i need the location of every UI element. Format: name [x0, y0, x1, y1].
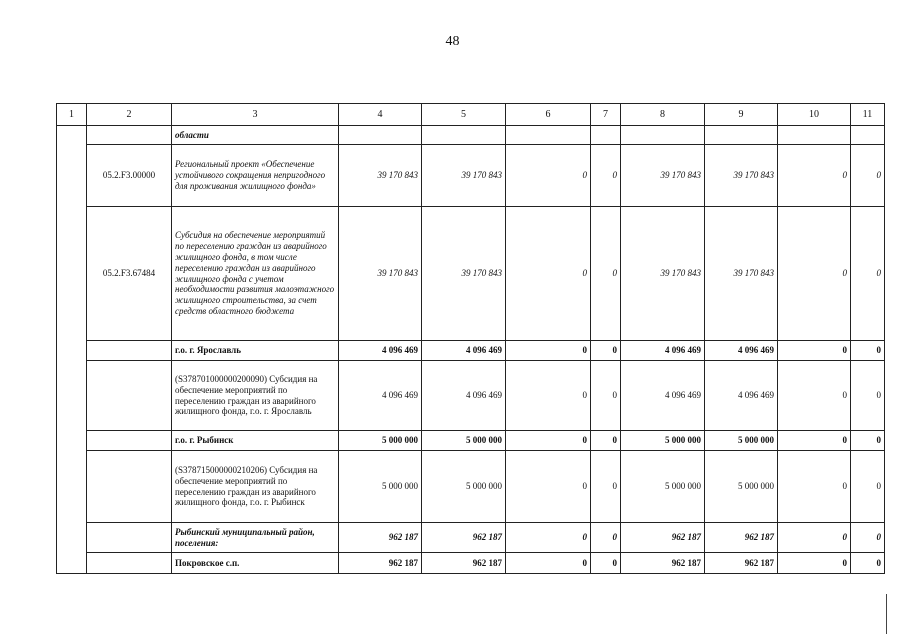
header-cell: 11 — [851, 104, 885, 126]
amount-cell: 39 170 843 — [339, 145, 422, 207]
amount-cell: 962 187 — [621, 553, 705, 574]
amount-cell: 39 170 843 — [339, 207, 422, 341]
amount-cell: 4 096 469 — [705, 341, 778, 361]
amount-cell: 4 096 469 — [621, 361, 705, 431]
amount-cell — [851, 126, 885, 145]
amount-cell — [705, 126, 778, 145]
budget-table — [56, 103, 885, 574]
budget-code-cell — [87, 361, 172, 431]
budget-code-cell: 05.2.F3.67484 — [87, 207, 172, 341]
amount-cell — [591, 126, 621, 145]
amount-cell: 39 170 843 — [621, 207, 705, 341]
amount-cell: 0 — [506, 553, 591, 574]
amount-cell: 0 — [506, 145, 591, 207]
amount-cell: 0 — [506, 431, 591, 451]
amount-cell: 0 — [778, 553, 851, 574]
amount-cell: 0 — [591, 451, 621, 523]
item-name-cell: (S378701000000200090) Субсидия на обеспечение мероприятий по переселению граждан из аварийного жилищного фонда, г.о. г. Ярославль — [172, 361, 339, 431]
amount-cell: 4 096 469 — [621, 341, 705, 361]
table-row — [57, 451, 885, 523]
row-number-cell — [57, 126, 87, 574]
table-row — [57, 553, 885, 574]
item-name-cell: г.о. г. Ярославль — [172, 341, 339, 361]
amount-cell: 39 170 843 — [705, 207, 778, 341]
item-name-cell: Рыбинский муниципальный район, поселения: — [172, 523, 339, 553]
budget-code-cell — [87, 431, 172, 451]
amount-cell: 0 — [591, 361, 621, 431]
amount-cell — [339, 126, 422, 145]
amount-cell — [422, 126, 506, 145]
amount-cell: 0 — [851, 523, 885, 553]
amount-cell: 5 000 000 — [422, 431, 506, 451]
item-name-cell: Региональный проект «Обеспечение устойчивого сокращения непригодного для проживания жилищного фонда» — [172, 145, 339, 207]
amount-cell: 962 187 — [705, 553, 778, 574]
amount-cell: 0 — [506, 523, 591, 553]
table-header-row — [57, 104, 885, 126]
amount-cell: 0 — [778, 451, 851, 523]
amount-cell: 4 096 469 — [422, 361, 506, 431]
amount-cell: 962 187 — [339, 553, 422, 574]
item-name-cell: Субсидия на обеспечение мероприятий по переселению граждан из аварийного жилищного фонда, в том числе переселению граждан из аварийного жилищного фонда с учетом необходимости развития малоэтажного жилищного строительства, за счет средств областного бюджета — [172, 207, 339, 341]
amount-cell: 0 — [591, 145, 621, 207]
table-row — [57, 126, 885, 145]
amount-cell: 0 — [851, 207, 885, 341]
amount-cell — [506, 126, 591, 145]
amount-cell: 39 170 843 — [422, 207, 506, 341]
amount-cell: 0 — [851, 431, 885, 451]
table-row — [57, 523, 885, 553]
header-cell: 2 — [87, 104, 172, 126]
header-cell: 8 — [621, 104, 705, 126]
item-name-cell: области — [172, 126, 339, 145]
amount-cell: 0 — [591, 341, 621, 361]
budget-code-cell — [87, 341, 172, 361]
amount-cell: 0 — [506, 207, 591, 341]
header-cell: 9 — [705, 104, 778, 126]
amount-cell: 5 000 000 — [705, 451, 778, 523]
budget-code-cell: 05.2.F3.00000 — [87, 145, 172, 207]
header-cell: 3 — [172, 104, 339, 126]
budget-code-cell — [87, 523, 172, 553]
amount-cell: 5 000 000 — [339, 451, 422, 523]
amount-cell: 0 — [778, 361, 851, 431]
amount-cell: 5 000 000 — [621, 431, 705, 451]
scan-edge-line — [886, 594, 887, 634]
amount-cell: 0 — [506, 361, 591, 431]
amount-cell — [621, 126, 705, 145]
amount-cell: 4 096 469 — [422, 341, 506, 361]
amount-cell: 962 187 — [339, 523, 422, 553]
amount-cell: 962 187 — [621, 523, 705, 553]
table-row — [57, 145, 885, 207]
amount-cell: 0 — [778, 207, 851, 341]
amount-cell: 5 000 000 — [621, 451, 705, 523]
amount-cell: 962 187 — [705, 523, 778, 553]
amount-cell: 0 — [506, 451, 591, 523]
amount-cell: 39 170 843 — [422, 145, 506, 207]
amount-cell: 0 — [778, 431, 851, 451]
amount-cell: 39 170 843 — [621, 145, 705, 207]
amount-cell: 0 — [851, 361, 885, 431]
budget-code-cell — [87, 451, 172, 523]
amount-cell: 4 096 469 — [339, 361, 422, 431]
item-name-cell: г.о. г. Рыбинск — [172, 431, 339, 451]
amount-cell: 39 170 843 — [705, 145, 778, 207]
table-row — [57, 431, 885, 451]
amount-cell: 0 — [506, 341, 591, 361]
amount-cell: 0 — [778, 523, 851, 553]
amount-cell: 0 — [778, 145, 851, 207]
amount-cell — [778, 126, 851, 145]
table-row — [57, 207, 885, 341]
table-row — [57, 361, 885, 431]
header-cell: 5 — [422, 104, 506, 126]
budget-code-cell — [87, 126, 172, 145]
amount-cell: 0 — [591, 207, 621, 341]
table-body — [57, 104, 885, 574]
item-name-cell: Покровское с.п. — [172, 553, 339, 574]
header-cell: 1 — [57, 104, 87, 126]
amount-cell: 0 — [851, 145, 885, 207]
header-cell: 6 — [506, 104, 591, 126]
budget-code-cell — [87, 553, 172, 574]
amount-cell: 5 000 000 — [705, 431, 778, 451]
header-cell: 4 — [339, 104, 422, 126]
amount-cell: 5 000 000 — [339, 431, 422, 451]
header-cell: 10 — [778, 104, 851, 126]
item-name-cell: (S378715000000210206) Субсидия на обеспечение мероприятий по переселению граждан из аварийного жилищного фонда, г.о. г. Рыбинск — [172, 451, 339, 523]
amount-cell: 0 — [851, 553, 885, 574]
table-row — [57, 341, 885, 361]
amount-cell: 0 — [591, 431, 621, 451]
amount-cell: 962 187 — [422, 523, 506, 553]
amount-cell: 0 — [778, 341, 851, 361]
amount-cell: 4 096 469 — [705, 361, 778, 431]
amount-cell: 5 000 000 — [422, 451, 506, 523]
amount-cell: 962 187 — [422, 553, 506, 574]
amount-cell: 0 — [851, 451, 885, 523]
page-number: 48 — [445, 34, 460, 49]
header-cell: 7 — [591, 104, 621, 126]
amount-cell: 0 — [591, 553, 621, 574]
amount-cell: 0 — [591, 523, 621, 553]
amount-cell: 4 096 469 — [339, 341, 422, 361]
amount-cell: 0 — [851, 341, 885, 361]
